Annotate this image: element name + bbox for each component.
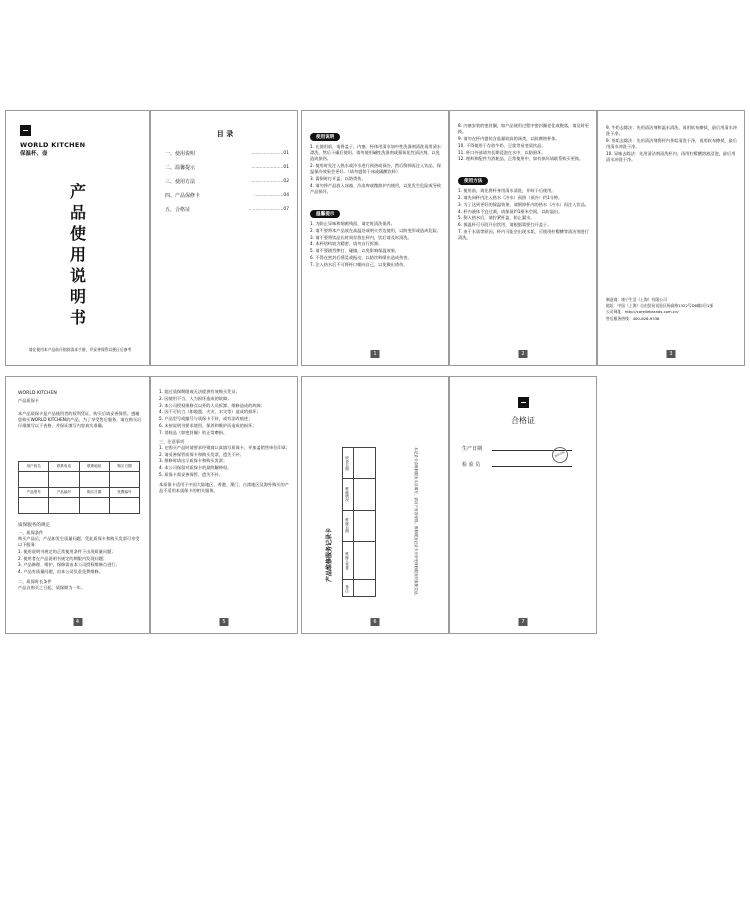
brand-name: WORLD KITCHEN	[20, 141, 86, 149]
brand-logo	[518, 397, 529, 408]
toc-item-page: .......................02	[251, 179, 289, 184]
table-header-cell: 发票编号	[109, 488, 139, 498]
table-cell[interactable]	[49, 498, 79, 514]
table-cell[interactable]	[79, 472, 109, 488]
list-item: 6. 未按说明书要求使用、保养和维护而造成的损坏；	[159, 422, 257, 428]
list-item: 1. 在使用前，请将盖子、内塞、杯体用清水加中性洗涤剂清洗再用清水漂洗，然后干燥后使用。请勿使用碱性洗涤剂或强氧化性清洁剂，以免造成损伤。	[310, 144, 441, 162]
toc-item[interactable]	[165, 161, 289, 175]
warranty-table	[18, 461, 140, 514]
repair-value-cell[interactable]	[354, 448, 376, 479]
repair-value-cell[interactable]	[354, 510, 376, 541]
list-item: 2. 请不要将本产品放在高温处或明火旁边使用，以防变形或造成危险。	[310, 227, 441, 233]
repair-card-title: 产品维修服务记录卡	[326, 527, 333, 582]
toc-item-label: 四、产品保修卡	[165, 193, 201, 199]
list-item: 5. 质保卡需妥善保管，遗失不补。	[159, 471, 223, 477]
repair-header-cell: 备注	[343, 580, 354, 597]
list-item: 1. 使用说明书规定的正常使用条件下出现质量问题；	[18, 548, 116, 554]
list-item: 4. 本杯结构较为精密，请勿自行拆卸。	[310, 241, 383, 247]
toc-item[interactable]	[165, 203, 289, 217]
cleaning-list	[606, 125, 738, 163]
method-list	[458, 188, 590, 241]
service-heading: 质保服务的规定	[18, 523, 51, 528]
table-header-cell: 联系电话	[49, 462, 79, 472]
list-item: 8. 内塞安装的密封圈，如产品使用过程中密封圈老化或脱落，请及时更换。	[458, 123, 589, 135]
stamp-icon: 检验合格	[549, 444, 570, 465]
cover-note: 请在使用本产品前仔细阅读本手册，并妥善保管以便日后参考	[28, 346, 132, 352]
list-item: 9. 请勿在杯内盛装含盐量较高的汤类，以防腐蚀杯体。	[458, 136, 560, 141]
page-number: 6	[371, 618, 380, 626]
table-header-cell: 购买日期	[109, 462, 139, 472]
field-inspector: 检 验 员	[462, 462, 481, 468]
brand-logo-icon	[518, 397, 529, 408]
list-item: 7. 注入热水后不可将杯口朝向自己，以免溅出烫伤。	[310, 261, 408, 267]
page5-panel	[150, 376, 298, 634]
cover-title-char: 品	[69, 203, 86, 222]
section-title-method: 使用方法	[458, 177, 488, 185]
table-header-cell: 产品型号	[19, 488, 49, 498]
toc-list	[165, 147, 289, 217]
list-item: 3. 产品修理、维护、保修需由本公司授权维修点进行；	[18, 562, 120, 568]
company-line: 地址：中国（上海）自由贸易试验区杨高路1322号D6幢1层1部	[606, 303, 714, 309]
service-sub1: 一、质保条件	[18, 529, 44, 535]
service-list	[18, 536, 142, 576]
page-number: 7	[519, 618, 528, 626]
list-item: 2. 使用者在产品说明书规定的期限内发现问题；	[18, 555, 108, 561]
cover-title-char: 用	[69, 245, 86, 264]
toc-item[interactable]	[165, 189, 289, 203]
table-header-cell: 产品编号	[49, 488, 79, 498]
list-item: 4. 因不可抗力（如地震、火灾、水灾等）造成的损坏；	[159, 409, 261, 415]
company-info	[606, 297, 740, 322]
repair-header-cell: 收货日期	[343, 448, 354, 479]
cover-title-char: 明	[69, 287, 86, 306]
page-number: 2	[519, 350, 528, 358]
list-item: 6. 保温杯可分段开启饮用，请根据需要打开盖子。	[458, 222, 552, 228]
brand-name: WORLD KITCHEN	[18, 391, 57, 396]
list-item: 4. 请勿将产品放入冰箱、冷冻库或微波炉内使用，以免发生危险或导致产品损坏。	[310, 183, 441, 195]
service-sub2: 二、质保时长条件	[18, 578, 52, 584]
list-item: 10. 异味去除法：先用清洁剂清洗杯内，再用柠檬酸溶液浸泡，最后用清水冲洗干净。	[606, 151, 736, 163]
toc-item-label: 一、使用说明	[165, 151, 196, 157]
page-number: 3	[667, 350, 676, 358]
table-cell[interactable]	[49, 472, 79, 488]
list-item: 2. 因使用不当、人为损坏造成的故障；	[159, 395, 232, 401]
cover-title-char: 书	[69, 308, 86, 327]
toc-item-label: 三、使用方法	[165, 179, 196, 185]
toc-item-page: .........................07	[248, 207, 289, 212]
page4-panel	[5, 376, 150, 634]
toc-panel	[150, 110, 298, 366]
list-item: 7. 由于水质等原因，杯内可能会出现水垢，可使用柠檬酸等清洁剂进行清洗。	[458, 228, 589, 241]
cover-title	[64, 181, 92, 328]
toc-item-page: .......................01	[251, 165, 289, 170]
page6-panel	[301, 376, 449, 634]
table-cell[interactable]	[109, 498, 139, 514]
service-tail: 产品自购买之日起，质保期为一年。	[18, 585, 86, 591]
toc-item-page: .......................01	[251, 151, 289, 156]
list-item: 3. 为了达到更好的保温效果，请倒掉杯内的热水（冷水）再注入饮品。	[458, 201, 589, 207]
instructions-list	[310, 144, 442, 195]
repair-value-cell[interactable]	[354, 580, 376, 597]
list-item: 1. 为防止异味和细菌残留，请定时清洗保养。	[310, 221, 395, 226]
table-cell[interactable]	[19, 498, 49, 514]
cover-title-char: 使	[69, 224, 86, 243]
toc-heading: 目 录	[216, 130, 234, 138]
cover-title-char: 产	[69, 182, 86, 201]
notes-list	[159, 445, 291, 478]
toc-item[interactable]	[165, 147, 289, 161]
page7-panel	[449, 376, 597, 634]
list-item: 2. 使用时先注入热水或冷水进行预热或预冷，然后倒掉再注入饮品，保温保冷效果会更好。（请勿盛装干冰或碳酸饮料）	[310, 163, 441, 175]
brand-logo-icon	[20, 125, 31, 136]
page3-panel	[597, 110, 745, 366]
section-title-tips: 温馨提示	[310, 210, 340, 218]
list-item: 3. 维修时请出示质保卡和购买发票；	[159, 458, 228, 464]
inspector-line[interactable]	[492, 466, 572, 467]
toc-item-page: .....................04	[254, 193, 289, 198]
page1-panel	[301, 110, 449, 366]
list-item: 9. 茶垢去除法：先用清洁剂将杯内茶垢清洗干净，再用软布擦拭，最后用清水冲洗干净。	[606, 138, 737, 150]
field-production-date: 生产日期	[462, 446, 483, 452]
list-item: 4. 杯内液体不宜过满，请保留约1厘米空间，以防溢出。	[458, 208, 563, 214]
table-header-cell: 购买日期	[79, 488, 109, 498]
repair-value-cell[interactable]	[354, 541, 376, 580]
list-item: 5. 请不要剧烈摔打、碰撞，以免影响保温效果。	[310, 248, 400, 254]
list-item: 3. 本公司授权维修点以外的人员拆卸、维修造成的故障；	[159, 402, 265, 408]
repair-value-cell[interactable]	[354, 479, 376, 510]
card-intro: 本产品质保卡是产品使用者的权利凭证，购买后请妥善保管。感谢您购买WORLD KITCHEN的产品，为了享受售后服务，请在购买后仔细填写以下表格，并保证填写内容真实准确。	[18, 411, 142, 429]
list-item: 1. 在购买产品时请要求经销商认真填写质保卡，并加盖销售单位印章；	[159, 444, 290, 450]
list-item: 9. 牛奶去除法：先用清洁剂和温水清洗，再用软布擦拭，最后用清水冲洗干净。	[606, 125, 737, 137]
section-title-instructions: 使用说明	[310, 133, 340, 141]
table-cell[interactable]	[109, 472, 139, 488]
list-item: 购买产品后，产品如发生质量问题，凭此质保卡和购买发票可享受以下服务：	[18, 535, 140, 547]
list-item: 2. 请先向杯内注入热水（冷水）预热（预冷）约1分钟。	[458, 194, 563, 200]
cover-title-char: 说	[69, 266, 86, 285]
table-cell[interactable]	[19, 472, 49, 488]
list-item: 6. 不得在密封后摇晃或振动，以防饮料喷出造成伤害。	[310, 254, 412, 260]
list-item: 3. 请不要将饮品长时间存放在杯内，饮后请及时清洗。	[310, 234, 412, 240]
toc-item[interactable]	[165, 175, 289, 189]
page-number: 4	[73, 618, 82, 626]
table-header-cell: 用户姓名	[19, 462, 49, 472]
list-item: 12. 理料和配件为消耗品，正常使用中，如有损坏请联系购买更换。	[458, 156, 584, 162]
repair-table	[342, 447, 376, 597]
brand-sub: 保温杯、壶	[20, 151, 48, 157]
toc-item-label: 二、温馨提示	[165, 165, 196, 171]
list-item: 4. 产品有质量问题，由本公司负责免费维修。	[18, 569, 103, 575]
page-number: 1	[371, 350, 380, 358]
list-item: 5. 产品型号或编号与质保卡不符，或有涂改痕迹；	[159, 416, 253, 422]
repair-header-cell: 维修情况	[343, 479, 354, 510]
notes-heading: 三、注意事项	[159, 438, 185, 444]
tips-list	[310, 221, 442, 268]
card-title: 产品质保卡	[18, 398, 39, 403]
list-item: 4. 本公司保留对质保卡的最终解释权。	[159, 465, 232, 471]
page-number: 5	[220, 618, 229, 626]
list-item: 11. 杯口外部请勿长期浸泡在水中，以防损坏。	[458, 149, 546, 155]
closing-text: 本质保卡适用于中国大陆地区，香港、澳门、台湾地区及海外购买的产品不适用本质保卡的相关服务。	[159, 481, 289, 493]
list-item: 3. 需倒时打开盖，以防烫伤。	[310, 176, 366, 182]
company-line: 制造商：康宁生活（上海）有限公司	[606, 297, 667, 302]
table-cell[interactable]	[79, 498, 109, 514]
brand-logo	[20, 125, 31, 136]
list-item: 1. 超过质保期限或无法提供有效购买凭证；	[159, 389, 240, 394]
list-item: 7. 消耗品（如密封圈）的正常磨损。	[159, 429, 228, 435]
list-item: 5. 倒入热水后，请拧紧杯盖，防止漏水。	[458, 215, 535, 221]
table-header-cell: 联系地址	[79, 462, 109, 472]
list-item: 2. 请妥善保管质保卡和购买发票，遗失不补；	[159, 451, 244, 457]
company-line: 售后服务热线：400-826-9338	[606, 315, 660, 321]
repair-side-note: 本记录卡由维修服务人员填写，请用户妥善保管。维修服务记录卡为享受保修服务的重要凭证。	[414, 447, 418, 598]
exclusion-list	[159, 389, 291, 436]
toc-item-label: 五、合格证	[165, 207, 191, 213]
list-item: 10. 不得使用于存放牛奶、豆浆等易变质饮品。	[458, 142, 546, 148]
cover-panel	[5, 110, 150, 366]
repair-header-cell: 维修日期	[343, 510, 354, 541]
repair-header-cell: 维修人签章	[343, 541, 354, 580]
tips-continued-list	[458, 123, 590, 163]
list-item: 1. 使用前，请先将杯身用清水清洗，并晾干后使用。	[458, 188, 556, 194]
cert-title: 合格证	[511, 416, 535, 425]
company-line: 公司网址：http://corellebrands.com.cn/	[606, 309, 679, 315]
page2-panel	[449, 110, 597, 366]
